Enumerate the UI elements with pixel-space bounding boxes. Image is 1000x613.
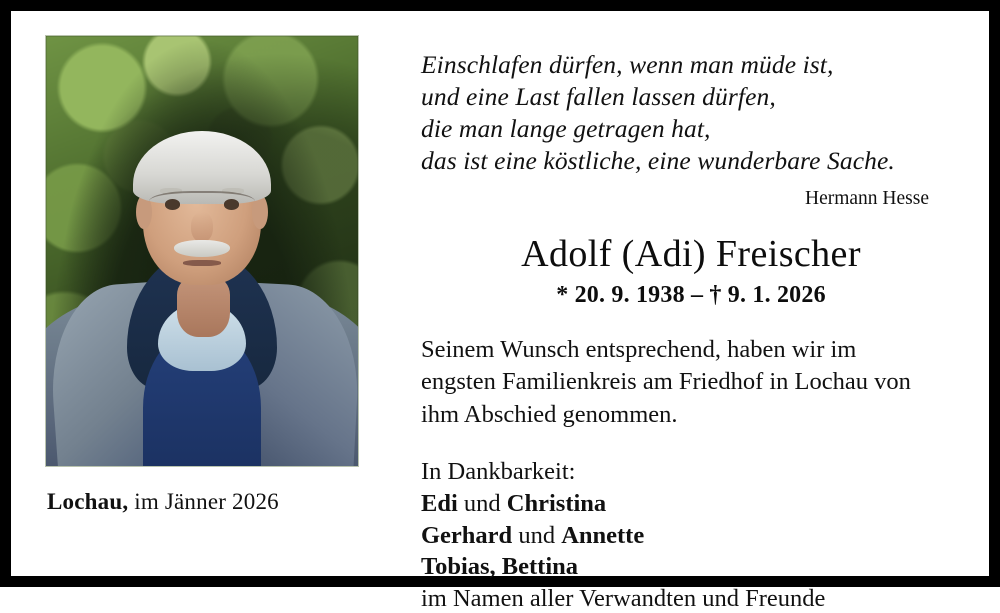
verse-author: Hermann Hesse bbox=[805, 187, 929, 209]
family-line bbox=[421, 520, 961, 552]
eye-right-shape bbox=[224, 199, 240, 209]
deceased-name: Adolf (Adi) Freischer bbox=[521, 232, 861, 275]
verse-line-1: Einschlafen dürfen, wenn man müde ist, bbox=[421, 50, 834, 79]
family-line bbox=[421, 551, 961, 583]
family-name-bold: Christina bbox=[506, 490, 607, 518]
place-date-label: im Jänner 2026 bbox=[128, 489, 279, 514]
place-label: Lochau, bbox=[47, 489, 129, 514]
family-name-bold: Gerhard bbox=[421, 521, 513, 549]
body-line-1: Seinem Wunsch entsprechend, haben wir im bbox=[421, 335, 857, 363]
verse-line-4: das ist eine köstliche, eine wunderbare Sache. bbox=[421, 146, 895, 176]
closing-line: im Namen aller Verwandten und Freunde bbox=[421, 585, 826, 613]
person-figure bbox=[46, 36, 358, 466]
body-line-2: engsten Familienkreis am Friedhof in Lochau von bbox=[421, 368, 911, 396]
family-name-bold: Tobias, Bettina bbox=[421, 553, 579, 581]
notice-inner bbox=[11, 11, 989, 613]
thanks-intro: In Dankbarkeit: bbox=[421, 458, 576, 486]
body-line-3: ihm Abschied genommen. bbox=[421, 400, 678, 428]
nose-shape bbox=[191, 212, 213, 242]
family-name-bold: Edi bbox=[421, 490, 458, 518]
verse-line-2: und eine Last fallen lassen dürfen, bbox=[421, 82, 776, 112]
left-column bbox=[45, 35, 367, 562]
family-list bbox=[421, 488, 961, 583]
right-column bbox=[367, 35, 961, 613]
family-name-bold: Annette bbox=[561, 521, 645, 549]
verse-line-3: die man lange getragen hat, bbox=[421, 114, 711, 144]
birth-death-dates: * 20. 9. 1938 – † 9. 1. 2026 bbox=[556, 281, 826, 308]
mouth-shape bbox=[183, 260, 220, 266]
family-conjunction: und bbox=[512, 521, 562, 549]
place-and-date bbox=[45, 489, 279, 515]
family-line bbox=[421, 488, 961, 520]
family-conjunction: und bbox=[457, 490, 507, 518]
body-text bbox=[421, 334, 961, 432]
portrait-photo bbox=[45, 35, 359, 467]
eye-left-shape bbox=[165, 199, 181, 209]
neck-shape bbox=[177, 277, 230, 337]
verse-block bbox=[421, 49, 961, 178]
